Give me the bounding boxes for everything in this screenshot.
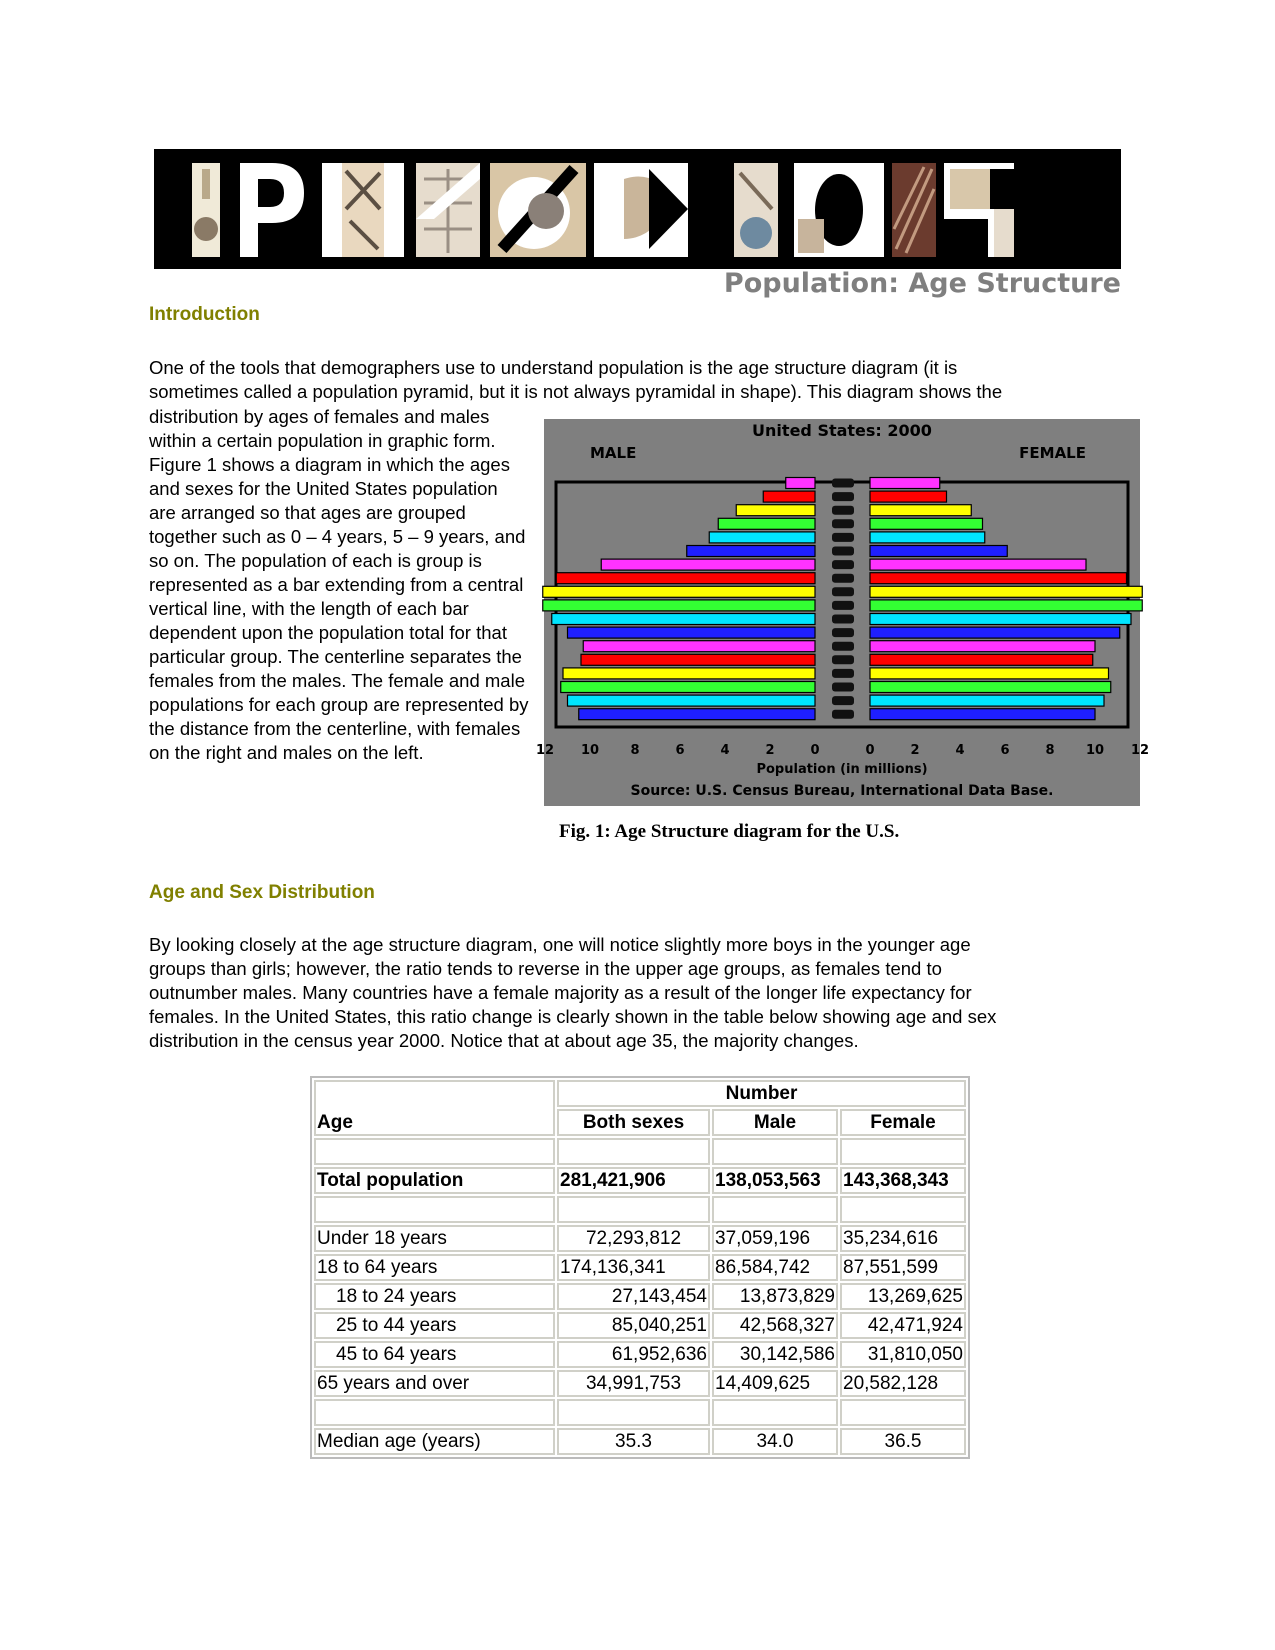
age-group-marker xyxy=(832,519,854,528)
bar-male xyxy=(561,682,815,693)
age-group-marker xyxy=(832,574,854,583)
distribution-line: distribution in the census year 2000. Notice that at about age 35, the majority changes. xyxy=(149,1030,859,1051)
letter-h-tile xyxy=(322,163,404,257)
row-label: 25 to 44 years xyxy=(314,1312,555,1339)
header-female: Female xyxy=(840,1109,966,1136)
bar-female xyxy=(870,491,947,502)
bar-male xyxy=(709,532,815,543)
cell-male: 37,059,196 xyxy=(712,1225,838,1252)
row-label: 65 years and over xyxy=(314,1370,555,1397)
x-tick-label-left: 8 xyxy=(630,743,640,758)
bar-male xyxy=(552,614,815,625)
bar-female xyxy=(870,627,1120,638)
cell-male: 86,584,742 xyxy=(712,1254,838,1281)
intro-paragraph-lead xyxy=(149,356,1002,404)
cell-both: 72,293,812 xyxy=(557,1225,710,1252)
bar-male xyxy=(581,654,815,665)
age-group-marker xyxy=(832,533,854,542)
bar-female xyxy=(870,505,971,516)
bar-male xyxy=(568,627,816,638)
x-tick-label-right: 4 xyxy=(955,743,965,758)
age-group-marker xyxy=(832,683,854,692)
bar-male xyxy=(718,518,815,529)
age-group-marker xyxy=(832,506,854,515)
letter-c-tile xyxy=(490,163,586,257)
cell-both: 35.3 xyxy=(557,1428,710,1455)
age-group-marker xyxy=(832,696,854,705)
cell-female: 143,368,343 xyxy=(840,1167,966,1194)
figure-caption: Fig. 1: Age Structure diagram for the U.S. xyxy=(559,821,900,842)
distribution-paragraph xyxy=(149,933,996,1053)
cell-female: 20,582,128 xyxy=(840,1370,966,1397)
header-both-sexes: Both sexes xyxy=(557,1109,710,1136)
bar-female xyxy=(870,546,1007,557)
cell-both: 281,421,906 xyxy=(557,1167,710,1194)
bar-male xyxy=(543,600,815,611)
age-sex-table xyxy=(310,1076,970,1459)
table-row-total xyxy=(314,1167,966,1194)
table-row xyxy=(314,1225,966,1252)
age-group-marker xyxy=(832,492,854,501)
bar-male xyxy=(556,573,815,584)
distribution-line: outnumber males. Many countries have a female majority as a result of the longer life expectancy for xyxy=(149,982,972,1003)
age-group-marker xyxy=(832,587,854,596)
table-spacer-row xyxy=(314,1196,966,1223)
table-row xyxy=(314,1312,966,1339)
row-label: 18 to 24 years xyxy=(314,1283,555,1310)
table-spacer-row xyxy=(314,1399,966,1426)
bar-male xyxy=(763,491,815,502)
digit-0-tile xyxy=(794,163,884,257)
table-header-row xyxy=(314,1080,966,1107)
cell-female: 31,810,050 xyxy=(840,1341,966,1368)
bar-female xyxy=(870,709,1095,720)
chart-source: Source: U.S. Census Bureau, International Data Base. xyxy=(630,783,1054,799)
x-tick-label-left: 12 xyxy=(535,743,555,758)
row-label: 45 to 64 years xyxy=(314,1341,555,1368)
age-group-marker xyxy=(832,669,854,678)
age-group-marker xyxy=(832,710,854,719)
bar-male xyxy=(601,559,815,570)
x-tick-label-left: 4 xyxy=(720,743,730,758)
table-row-median xyxy=(314,1428,966,1455)
distribution-line: females. In the United States, this ratio change is clearly shown in the table below showing age and sex xyxy=(149,1006,997,1027)
bar-female xyxy=(870,518,983,529)
cell-both: 85,040,251 xyxy=(557,1312,710,1339)
cell-both: 61,952,636 xyxy=(557,1341,710,1368)
x-tick-label-left: 2 xyxy=(765,743,775,758)
header-number: Number xyxy=(557,1080,966,1107)
cell-male: 13,873,829 xyxy=(712,1283,838,1310)
bar-male xyxy=(736,505,815,516)
cell-both: 174,136,341 xyxy=(557,1254,710,1281)
chart-x-label: Population (in millions) xyxy=(756,762,928,777)
row-label: Total population xyxy=(314,1167,555,1194)
population-pyramid-chart xyxy=(535,419,1150,806)
bar-female xyxy=(870,654,1093,665)
cell-male: 30,142,586 xyxy=(712,1341,838,1368)
section-heading-introduction: Introduction xyxy=(149,304,260,325)
bar-female xyxy=(870,641,1095,652)
intro-line: sometimes called a population pyramid, but it is not always pyramidal in shape). This diagram shows the xyxy=(149,381,1003,402)
x-tick-label-right: 2 xyxy=(910,743,920,758)
distribution-line: groups than girls; however, the ratio tends to reverse in the upper age groups, as females tend to xyxy=(149,958,942,979)
cell-male: 14,409,625 xyxy=(712,1370,838,1397)
header-male: Male xyxy=(712,1109,838,1136)
cell-female: 35,234,616 xyxy=(840,1225,966,1252)
age-group-marker xyxy=(832,615,854,624)
page-subtitle: Population: Age Structure xyxy=(723,268,1121,299)
letter-c2-tile xyxy=(594,163,688,257)
course-banner-logo xyxy=(154,149,1121,269)
row-label: Under 18 years xyxy=(314,1225,555,1252)
letter-s-tile xyxy=(416,163,480,257)
table-row xyxy=(314,1254,966,1281)
x-tick-label-left: 10 xyxy=(580,743,600,758)
x-tick-label-right: 12 xyxy=(1130,743,1150,758)
row-label: 18 to 64 years xyxy=(314,1254,555,1281)
bar-female xyxy=(870,600,1142,611)
age-group-marker xyxy=(832,655,854,664)
intro-paragraph-wrap: distribution by ages of females and males within a certain population in graphic form. Figure 1 shows a diagram in which the ages and sexes for the United States population are arranged so that ages are grouped together such as 0 – 4 years, 5 – 9 years, and so on. The population of each is group is represented as a bar extending from a central vertical line, with the length of each bar dependent upon the population total for that particular group. The centerline separates the females from the males. The female and male populations for each group are represented by the distance from the centerline, with females on the right and males on the left. xyxy=(149,406,529,763)
x-tick-label-left: 0 xyxy=(810,743,820,758)
cell-male: 138,053,563 xyxy=(712,1167,838,1194)
digit-1-tile xyxy=(734,163,778,257)
x-tick-label-left: 6 xyxy=(675,743,685,758)
table-row xyxy=(314,1341,966,1368)
bar-female xyxy=(870,573,1127,584)
chart-male-label: MALE xyxy=(590,444,637,462)
cell-both: 34,991,753 xyxy=(557,1370,710,1397)
bar-male xyxy=(563,668,815,679)
cell-female: 42,471,924 xyxy=(840,1312,966,1339)
header-age: Age xyxy=(314,1080,555,1136)
bar-male xyxy=(568,695,816,706)
intro-line: One of the tools that demographers use to understand population is the age structure diagram (it is xyxy=(149,357,958,378)
x-tick-label-right: 8 xyxy=(1045,743,1055,758)
age-group-marker xyxy=(832,628,854,637)
row-label: Median age (years) xyxy=(314,1428,555,1455)
cell-both: 27,143,454 xyxy=(557,1283,710,1310)
section-heading-age-sex: Age and Sex Distribution xyxy=(149,882,375,903)
cell-female: 87,551,599 xyxy=(840,1254,966,1281)
x-tick-label-right: 6 xyxy=(1000,743,1010,758)
age-group-marker xyxy=(832,479,854,488)
bar-female xyxy=(870,532,985,543)
bar-female xyxy=(870,614,1131,625)
age-group-marker xyxy=(832,547,854,556)
bar-female xyxy=(870,478,940,489)
cell-female: 13,269,625 xyxy=(840,1283,966,1310)
table-row xyxy=(314,1283,966,1310)
x-tick-label-right: 10 xyxy=(1085,743,1105,758)
bar-female xyxy=(870,668,1109,679)
bar-female xyxy=(870,559,1086,570)
age-group-marker xyxy=(832,560,854,569)
bar-female xyxy=(870,586,1142,597)
table-row xyxy=(314,1370,966,1397)
digit-1b-tile xyxy=(892,163,936,257)
chart-title: United States: 2000 xyxy=(752,421,932,440)
age-group-marker xyxy=(832,642,854,651)
bar-female xyxy=(870,682,1111,693)
bar-male xyxy=(543,586,815,597)
bar-male xyxy=(583,641,815,652)
x-tick-label-right: 0 xyxy=(865,743,875,758)
age-group-marker xyxy=(832,601,854,610)
cell-female: 36.5 xyxy=(840,1428,966,1455)
distribution-line: By looking closely at the age structure diagram, one will notice slightly more boys in the younger age xyxy=(149,934,971,955)
bar-male xyxy=(687,546,815,557)
cell-male: 34.0 xyxy=(712,1428,838,1455)
digit-4-tile xyxy=(944,163,1014,257)
chart-female-label: FEMALE xyxy=(1019,444,1086,462)
bar-male xyxy=(786,478,815,489)
cell-male: 42,568,327 xyxy=(712,1312,838,1339)
table-spacer-row xyxy=(314,1138,966,1165)
bar-male xyxy=(579,709,815,720)
bar-female xyxy=(870,695,1104,706)
